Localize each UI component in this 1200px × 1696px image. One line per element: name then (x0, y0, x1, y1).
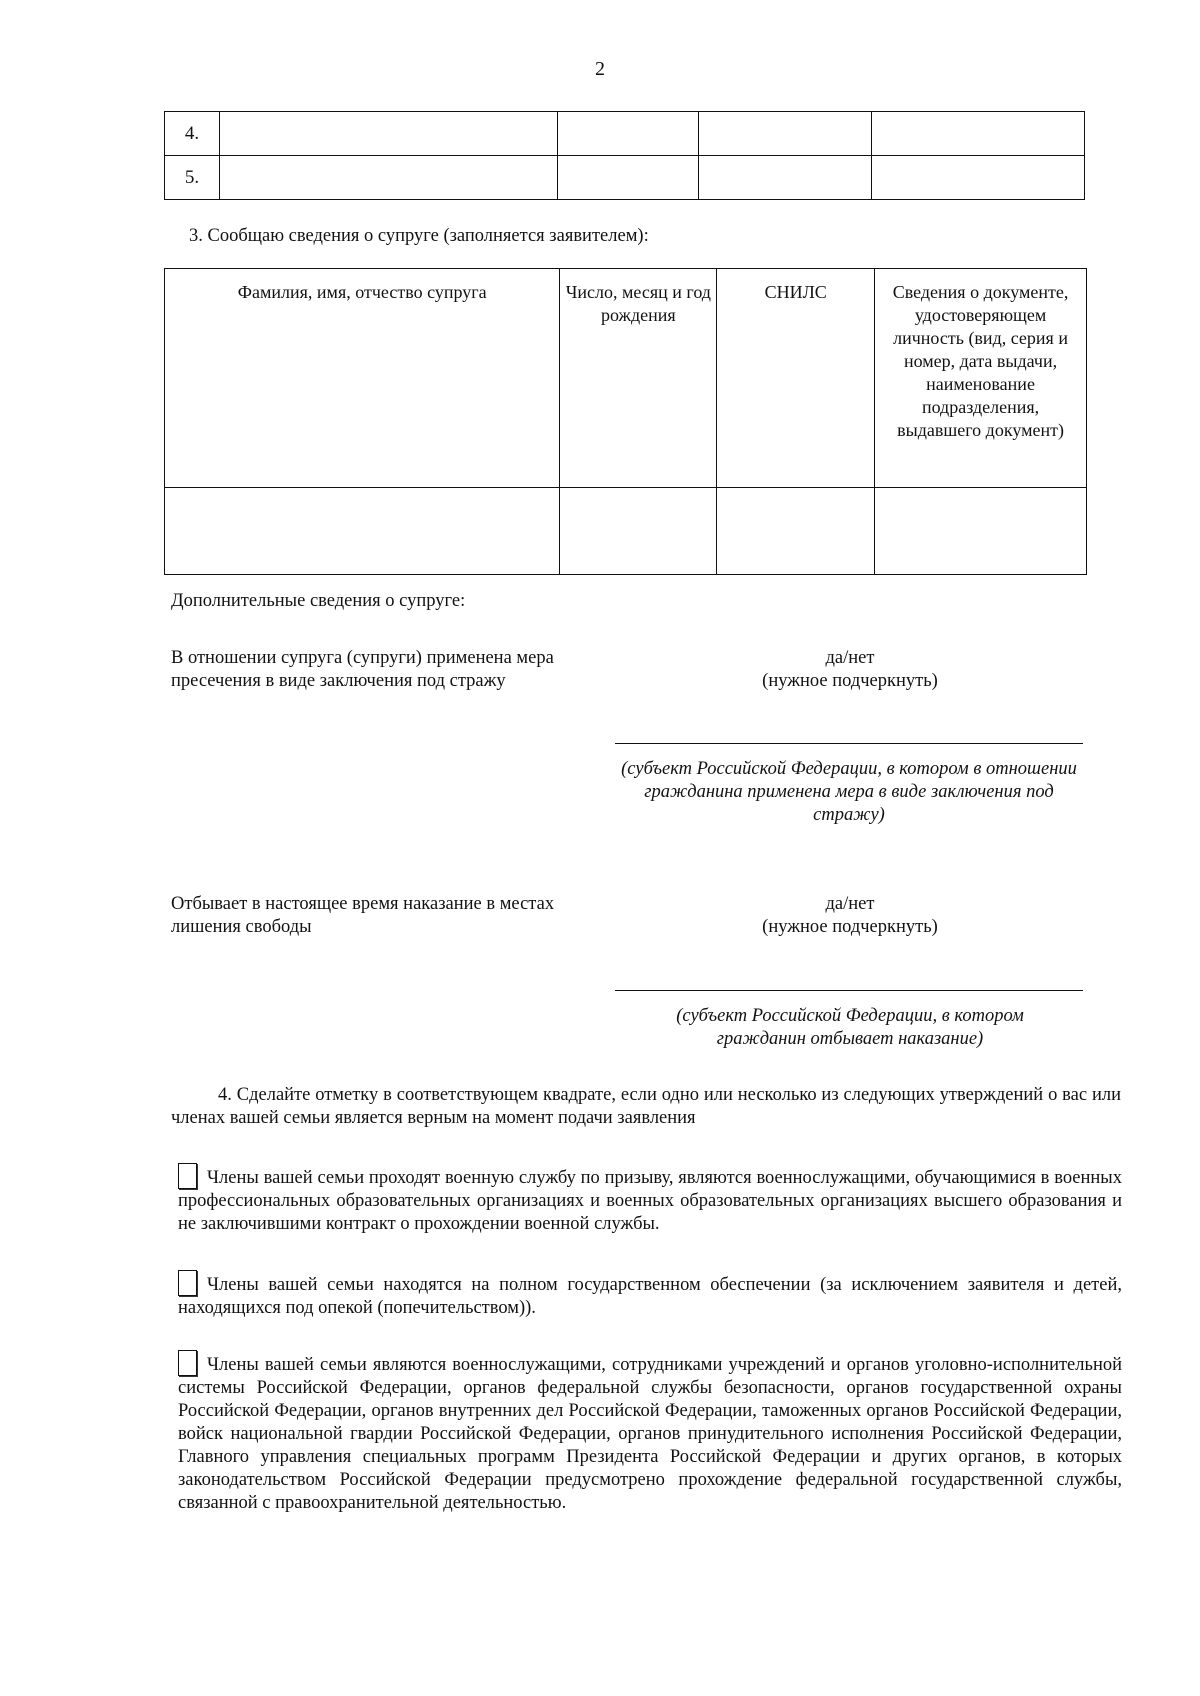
statement-conscripts (178, 1163, 1122, 1236)
page-number: 2 (595, 58, 605, 80)
statement-conscripts-text: Члены вашей семьи проходят военную службу по призыву, являются военнослужащими, обучающимися в военных профессиональных образовательных организациях и военных образовательных организациях высшего образования и не заключившими контракт о прохождении военной службы. (178, 1168, 1122, 1234)
section-3-heading: 3. Сообщаю сведения о супруге (заполняется заявителем): (189, 226, 649, 246)
statement-law-enforcement-text: Члены вашей семьи являются военнослужащими, сотрудниками учреждений и органов уголовно-исполнительной системы Российской Федерации, органов федеральной службы безопасности, органов государственной охраны Российской Федерации, органов внутренних дел Российской Федерации, таможенных органов Российской Федерации, войск национальной гвардии Российской Федерации, органов принудительного исполнения Российской Федерации, Главного управления специальных программ Президента Российской Федерации и других органов, в которых законодательством Российской Федерации предусмотрено прохождение федеральной государственной службы, связанной с правоохранительной деятельностью. (178, 1355, 1122, 1513)
imprisonment-region-caption: (субъект Российской Федерации, в котором гражданин отбывает наказание) (676, 1006, 1024, 1049)
header-birth-date: Число, месяц и год рождения (560, 269, 717, 488)
row-number: 4. (165, 112, 220, 156)
header-id-document: Сведения о документе, удостоверяющем личность (вид, серия и номер, дата выдачи, наименование подразделения, выдавшего документ) (875, 269, 1087, 488)
checkbox-state-support[interactable] (178, 1270, 197, 1296)
table-cell[interactable] (557, 156, 699, 200)
imprisonment-region-line[interactable] (615, 990, 1083, 991)
table-cell[interactable] (219, 112, 557, 156)
statement-law-enforcement (178, 1350, 1122, 1515)
statement-state-support (178, 1270, 1122, 1320)
spouse-table (164, 268, 1087, 575)
checkbox-law-enforcement[interactable] (178, 1350, 197, 1376)
imprisonment-answer[interactable]: да/нет (825, 894, 875, 914)
statement-state-support-text: Члены вашей семьи находятся на полном государственном обеспечении (за исключением заявителя и детей, находящихся под опекой (попечительством)). (178, 1275, 1122, 1318)
table-cell[interactable] (560, 488, 717, 575)
table-cell[interactable] (875, 488, 1087, 575)
detention-answer[interactable]: да/нет (825, 648, 875, 668)
section-4-intro: 4. Сделайте отметку в соответствующем квадрате, если одно или несколько из следующих утверждений о вас или членах вашей семьи является верным на момент подачи заявления (171, 1085, 1121, 1128)
table-cell[interactable] (699, 112, 872, 156)
table-cell[interactable] (219, 156, 557, 200)
additional-info-heading: Дополнительные сведения о супруге: (171, 591, 466, 611)
header-snils: СНИЛС (717, 269, 875, 488)
table-row (165, 488, 1087, 575)
detention-region-caption: (субъект Российской Федерации, в котором в отношении гражданина применена мера в виде заключения под стражу) (621, 759, 1077, 825)
table-header-row (165, 269, 1087, 488)
table-cell[interactable] (717, 488, 875, 575)
table-row (165, 156, 1085, 200)
detention-region-line[interactable] (615, 743, 1083, 744)
table-cell[interactable] (699, 156, 872, 200)
table-cell[interactable] (165, 488, 560, 575)
question-detention: В отношении супруга (супруги) применена мера пресечения в виде заключения под стражу (171, 648, 554, 691)
table-cell[interactable] (872, 156, 1085, 200)
checkbox-conscripts[interactable] (178, 1163, 197, 1189)
row-number: 5. (165, 156, 220, 200)
table-cell[interactable] (557, 112, 699, 156)
table-row (165, 112, 1085, 156)
question-imprisonment: Отбывает в настоящее время наказание в местах лишения свободы (171, 894, 555, 937)
detention-answer-hint: (нужное подчеркнуть) (762, 671, 938, 691)
table-cell[interactable] (872, 112, 1085, 156)
imprisonment-answer-hint: (нужное подчеркнуть) (762, 917, 938, 937)
children-table-continuation (164, 111, 1085, 200)
header-full-name: Фамилия, имя, отчество супруга (165, 269, 560, 488)
